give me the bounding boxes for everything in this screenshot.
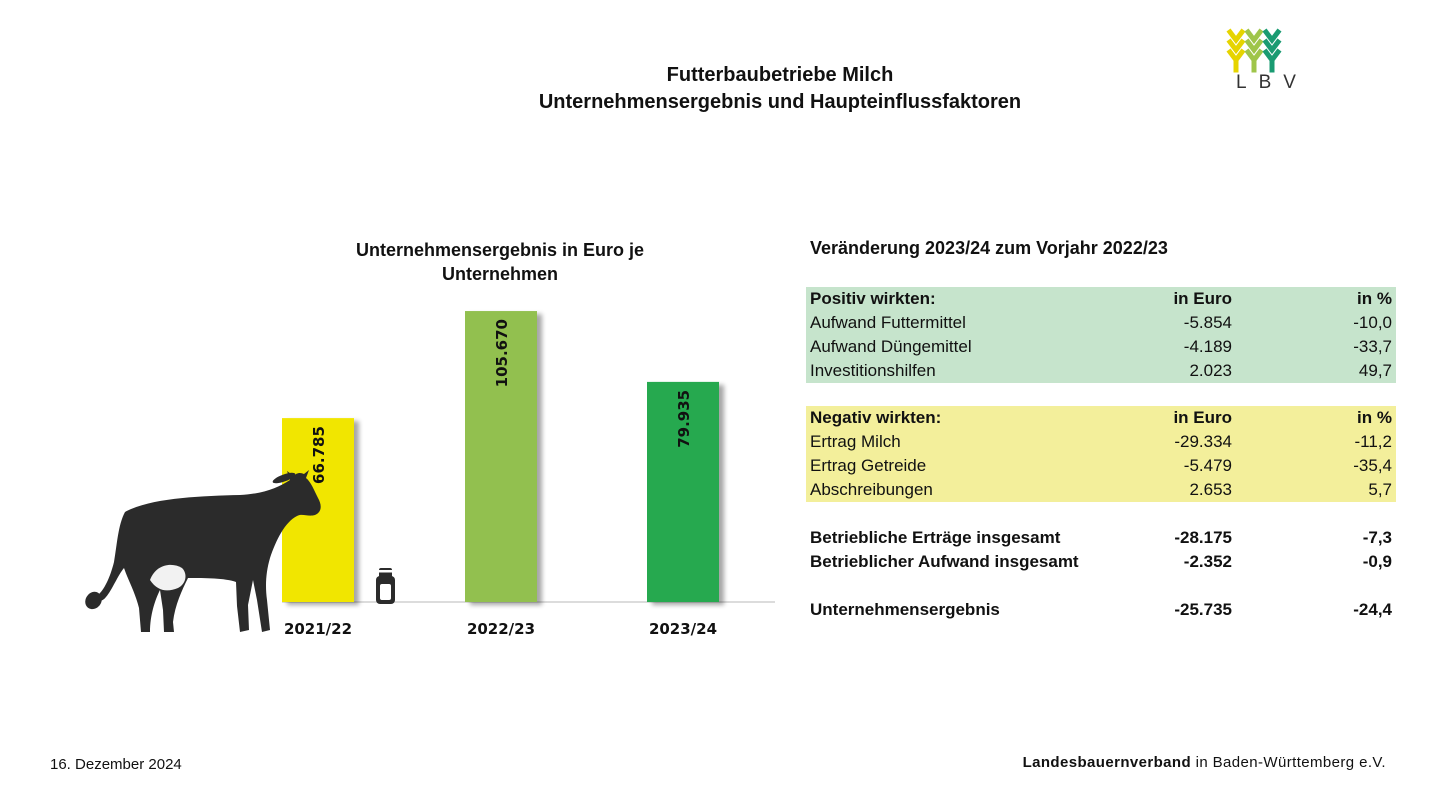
page-subtitle: Unternehmensergebnis und Haupteinflussfaktoren — [538, 91, 1022, 113]
table-row: Aufwand Düngemittel -4.189 -33,7 — [810, 337, 1392, 356]
total-expense-row: Betrieblicher Aufwand insgesamt -2.352 -0,9 — [810, 552, 1392, 571]
table-heading: Veränderung 2023/24 zum Vorjahr 2022/23 — [810, 238, 1168, 258]
bar-value-label: 66.785 — [310, 426, 328, 484]
footer-date: 16. Dezember 2024 — [50, 756, 182, 773]
chart-title-line1: Unternehmensergebnis in Euro je — [355, 240, 645, 260]
x-tick-label: 2021/22 — [283, 620, 353, 638]
logo-text: LBV — [1236, 72, 1308, 93]
milk-bottle-icon — [376, 568, 395, 604]
bar-value-label: 79.935 — [675, 389, 693, 448]
table-row: Ertrag Getreide -5.479 -35,4 — [810, 456, 1392, 475]
table-row: Abschreibungen 2.653 5,7 — [810, 480, 1392, 499]
x-tick-label: 2022/23 — [466, 620, 536, 638]
negative-header-row: Negativ wirkten: in Euro in % — [810, 408, 1392, 427]
bar-value-label: 105.670 — [493, 319, 511, 388]
table-row: Investitionshilfen 2.023 49,7 — [810, 361, 1392, 380]
table-row: Aufwand Futtermittel -5.854 -10,0 — [810, 313, 1392, 332]
result-row: Unternehmensergebnis -25.735 -24,4 — [810, 600, 1392, 619]
footer-organization: Landesbauernverband in Baden-Württemberg e.V. — [1022, 754, 1386, 771]
positive-header-row: Positiv wirkten: in Euro in % — [810, 289, 1392, 308]
page-title: Futterbaubetriebe Milch — [666, 64, 894, 86]
total-revenue-row: Betriebliche Erträge insgesamt -28.175 -7,3 — [810, 528, 1392, 547]
bar-chart — [0, 0, 800, 700]
table-row: Ertrag Milch -29.334 -11,2 — [810, 432, 1392, 451]
chart-title-line2: Unternehmen — [441, 264, 558, 284]
x-tick-label: 2023/24 — [648, 620, 718, 638]
